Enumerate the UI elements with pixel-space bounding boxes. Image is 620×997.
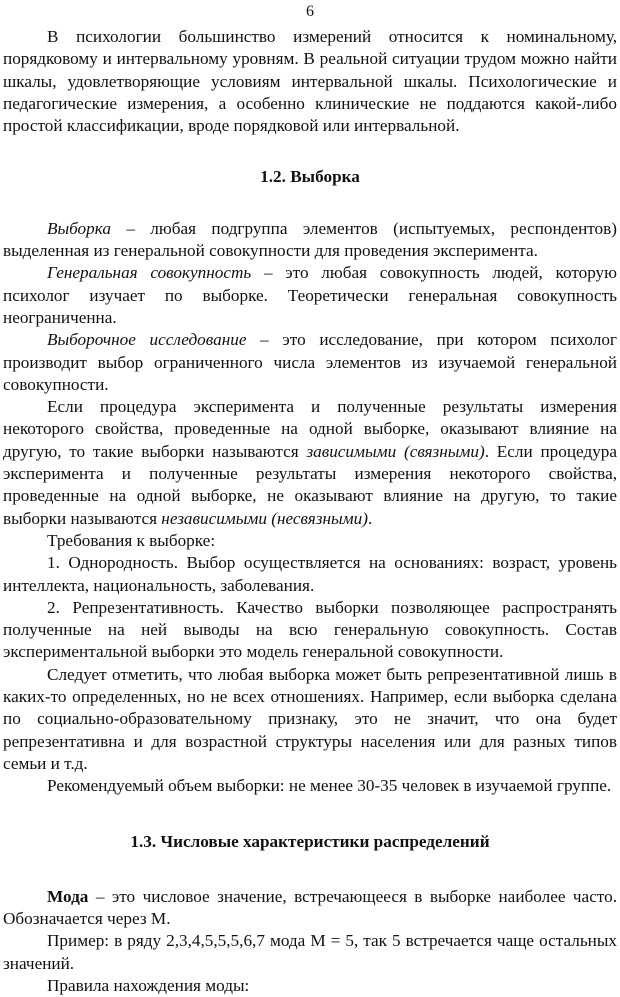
term-sample: Выборка (47, 218, 111, 238)
term-sample-study: Выборочное исследование (47, 330, 247, 350)
term-population: Генеральная совокупность (47, 263, 252, 283)
mode-example: Пример: в ряду 2,3,4,5,5,5,6,7 мода М = 5, так 5 встречается чаще остальных значений. (3, 931, 617, 973)
requirement-homogeneity: 1. Однородность. Выбор осуществляется на основаниях: возраст, уровень интеллекта, национальность, заболевания. (3, 553, 617, 595)
requirements-title: Требования к выборке: (47, 530, 216, 550)
definition-sample-text: – любая подгруппа элементов (испытуемых, респондентов) выделенная из генеральной совокупности для проведения эксперимента. (3, 218, 617, 261)
dependent-text-middle: . Если процедура эксперимента и полученные результаты измерения некоторого свойства, проведенные на одной выборке, не оказывают влияние на другую, то такие выборки называются (3, 441, 618, 528)
dependent-text-end: . (367, 508, 373, 528)
term-dependent: зависимыми (связными) (306, 441, 485, 461)
definition-mode-text: – это числовое значение, встречающееся в выборке наиболее часто. Обозначается через М. (3, 886, 617, 929)
dependent-samples-paragraph (3, 396, 617, 530)
page-number: 6 (306, 3, 314, 20)
representativeness-note: Следует отметить, что любая выборка может быть репрезентативной лишь в каких-то определенных, но не всех отношениях. Например, если выборка сделана по социально-образовательному признаку, это не значит, что она будет репрезентативна и для возрастной структуры населения или для разных типов семьи и т.д. (3, 664, 617, 773)
section-heading-sample: 1.2. Выборка (260, 167, 360, 187)
definition-population-text: – это любая совокупность людей, которую психолог изучает по выборке. Теоретически генеральная совокупность неограниченна. (3, 263, 617, 327)
section-heading-numeric-characteristics: 1.3. Числовые характеристики распределений (130, 831, 490, 851)
mode-rules-title: Правила нахождения моды: (47, 975, 250, 995)
definition-population (3, 262, 617, 329)
recommended-sample-size: Рекомендуемый объем выборки: не менее 30-35 человек в изучаемой группе. (47, 776, 612, 796)
definition-mode (3, 886, 617, 931)
requirement-representativeness: 2. Репрезентативность. Качество выборки позволяющее распространять полученные на ней выводы на всю генеральную совокупность. Состав экспериментальной выборки это модель генеральной совокупности. (3, 597, 617, 662)
definition-sample-study (3, 329, 617, 396)
intro-paragraph: В психологии большинство измерений относится к номинальному, порядковому и интервальному уровням. В реальной ситуации трудом можно найти шкалы, удовлетворяющие условиям интервальной шкалы. Психологические и педагогические измерения, а особенно клинические не поддаются какой-либо простой классификации, вроде порядковой или интервальной. (3, 27, 617, 136)
dependent-text-before: Если процедура эксперимента и полученные результаты измерения некоторого свойства, проведенные на одной выборке, оказывают влияние на другую, то такие выборки называются (3, 397, 617, 461)
definition-sample (3, 218, 617, 263)
term-mode: Мода (47, 886, 89, 906)
definition-sample-study-text: – это исследование, при котором психолог производит выбор ограниченного числа элементов из изучаемой генеральной совокупности. (3, 330, 617, 394)
term-independent: независимыми (несвязными) (161, 508, 368, 528)
